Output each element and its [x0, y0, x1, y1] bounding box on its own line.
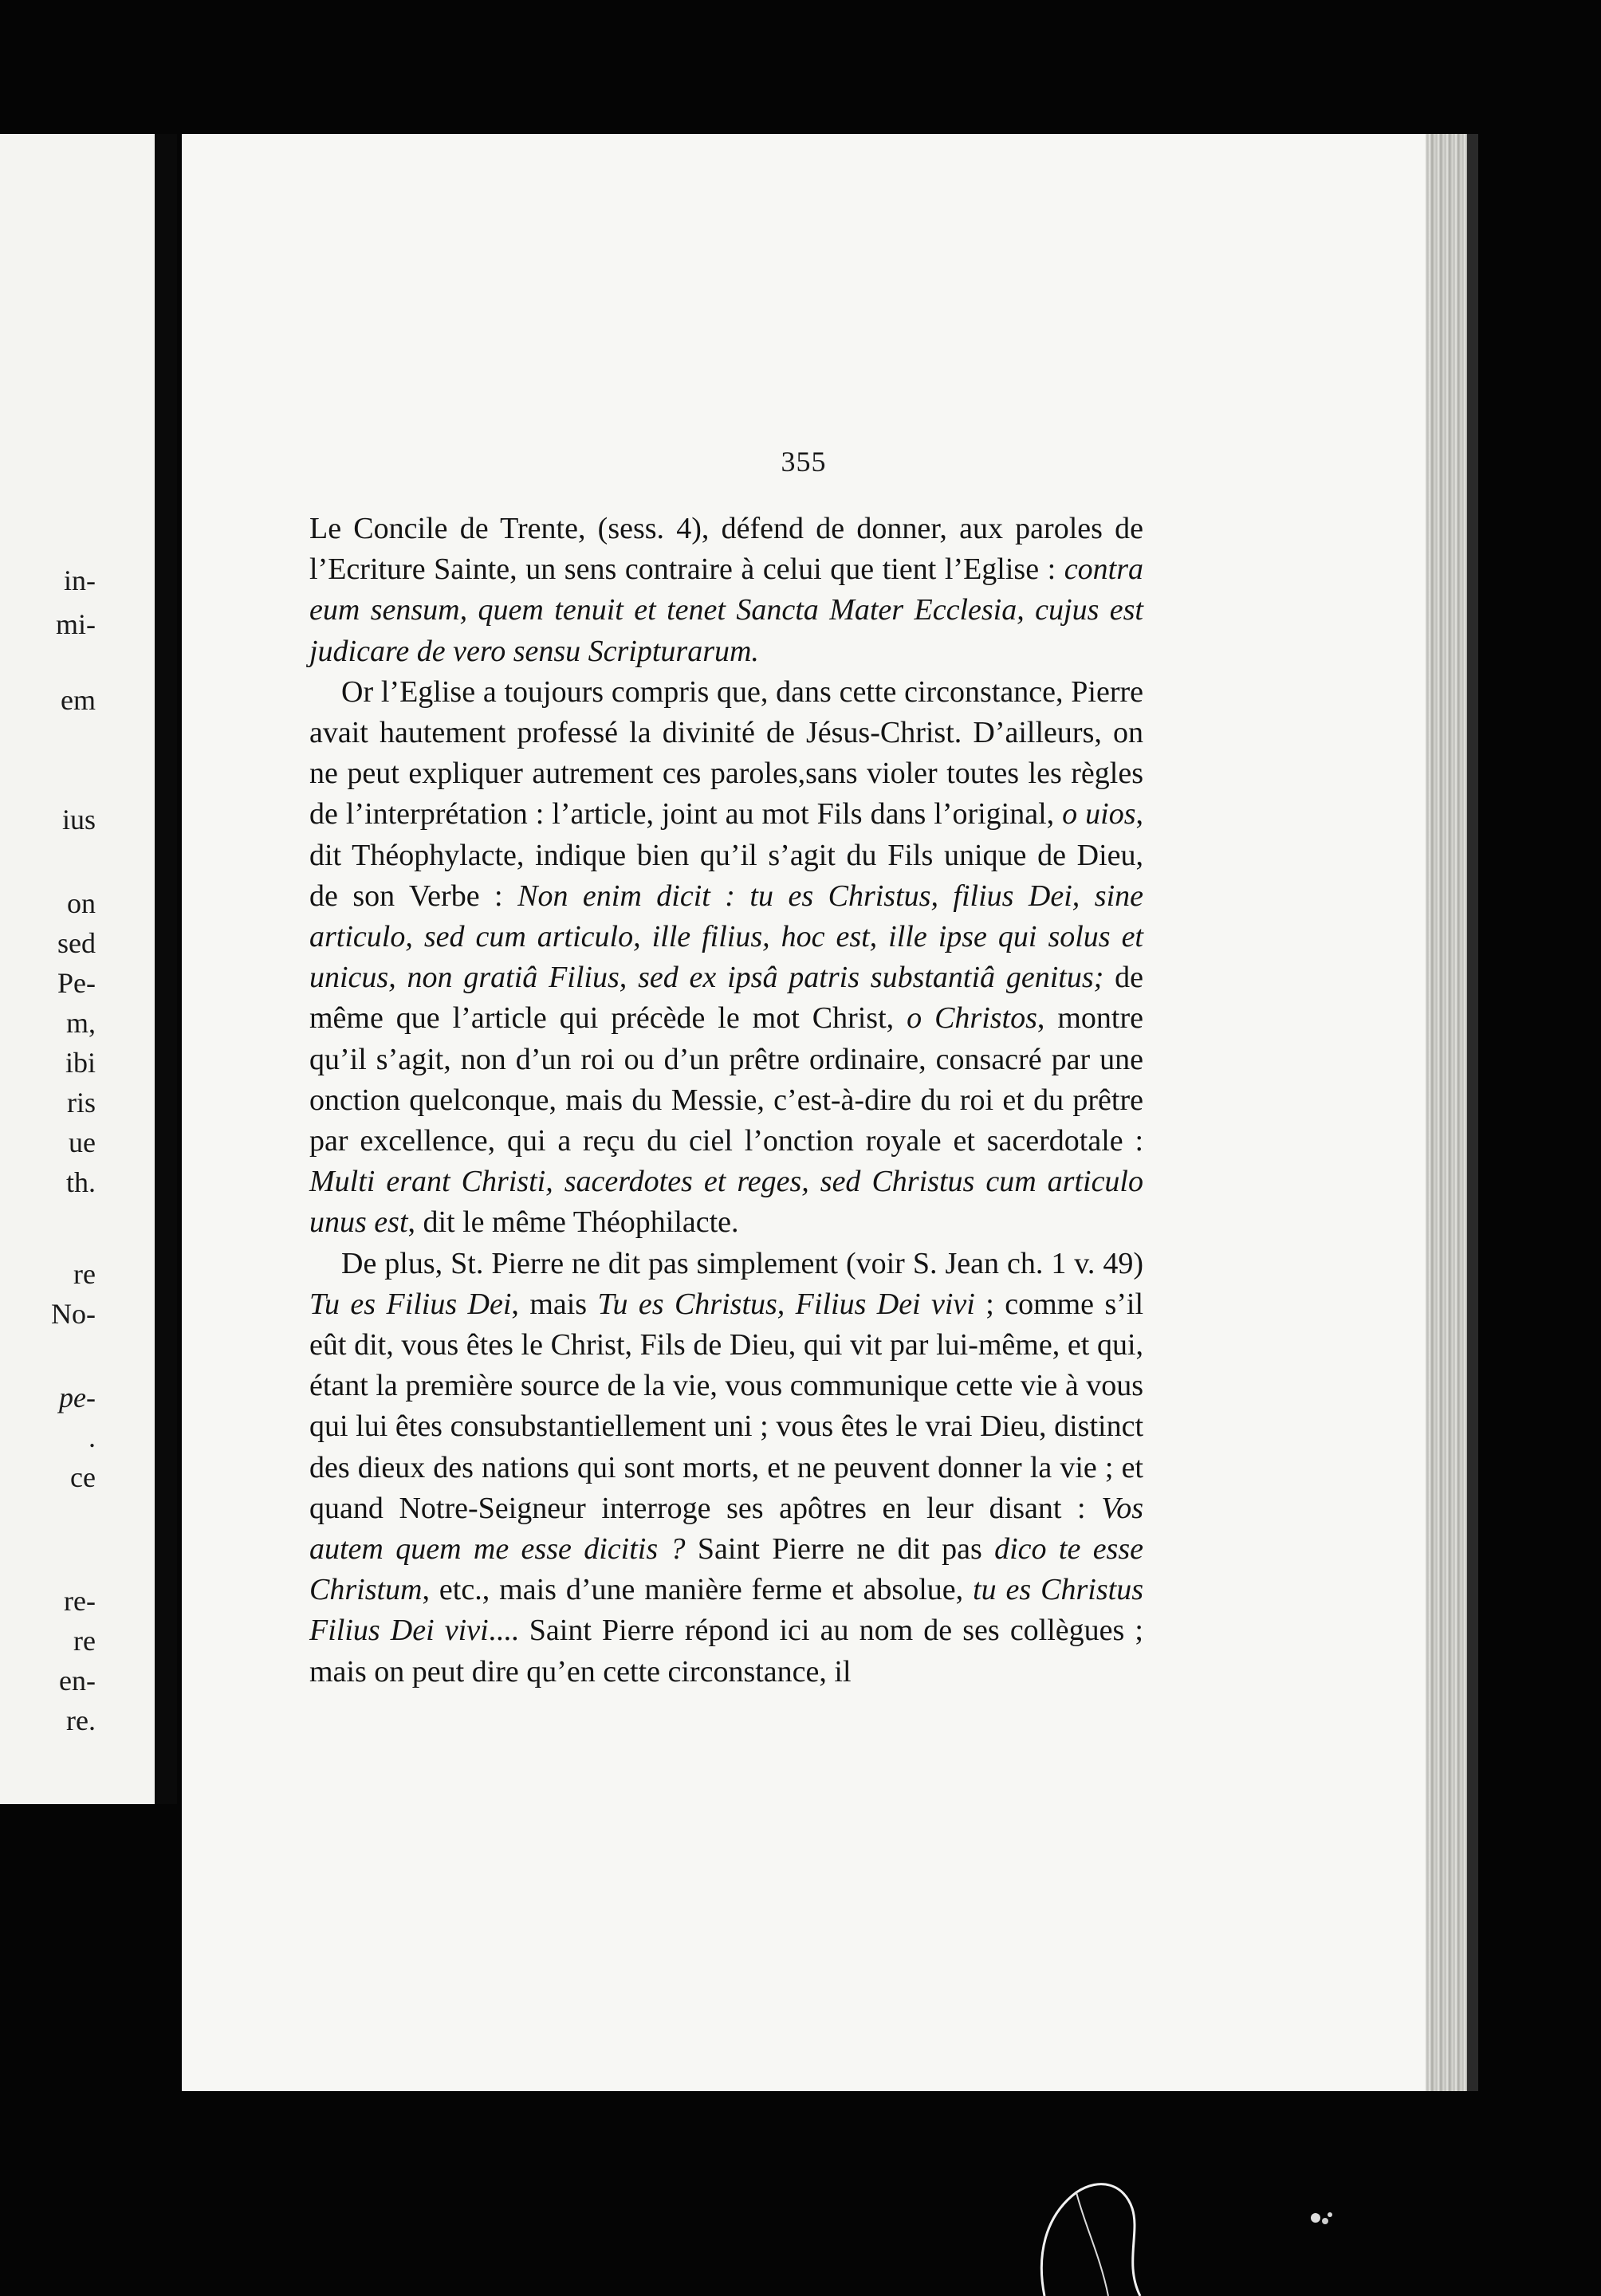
left-page-fragment: ce: [70, 1461, 96, 1493]
page-stack-edge: [1426, 134, 1467, 2091]
book-spine-edge: [1467, 134, 1478, 2091]
left-page-fragment: th.: [65, 1166, 96, 1198]
left-page-fragment: mi-: [56, 608, 96, 640]
latin-quote-text: Tu es Christus, Filius Dei vivi: [597, 1287, 975, 1321]
left-page-fragment: em: [61, 684, 96, 716]
left-page-fragment: pe-: [59, 1382, 96, 1413]
latin-quote-text: dico te esse Christum: [309, 1532, 1143, 1607]
latin-quote-text: o Christos: [907, 1001, 1037, 1036]
latin-quote-text: Multi erant Christi, sacerdotes et reges, sed Christus cum articulo unus est: [309, 1165, 1143, 1240]
text-run: Or l’Eglise a toujours compris que, dans cette circonstance, Pierre avait hautement professé la divinité de Jésus-Christ. D’ailleurs, on ne peut expliquer autrement ces paroles,sans violer toutes les règles de l’interprétation : l’article, joint au mot Fils dans l’original,: [309, 674, 1143, 832]
latin-quote-text: Non enim dicit : tu es Christus, filius Dei, sine articulo, sed cum articulo, ille filius, hoc est, ille ipse qui solus et unicus, non gratiâ Filius, sed ex ipsâ patris substantiâ genitus;: [309, 879, 1143, 995]
text-run: de même que l’article qui précède le mot Christ,: [309, 961, 1143, 1036]
latin-quote-text: Tu es Filius Dei: [309, 1287, 512, 1321]
left-page-fragment: ius: [61, 804, 96, 835]
text-run: Saint Pierre ne dit pas: [685, 1532, 995, 1567]
paragraph: [309, 672, 1143, 1244]
left-page-fragment: in-: [64, 564, 96, 596]
book-page: [182, 134, 1426, 2091]
page-body-text: [309, 509, 1143, 1693]
text-run: De plus, St. Pierre ne dit pas simplement (voir S. Jean ch. 1 v. 49): [341, 1246, 1143, 1280]
text-run: , dit Théophylacte, indique bien qu’il s’agit du Fils unique de Dieu, de son Verbe :: [309, 797, 1143, 913]
text-run: Le Concile de Trente, (sess. 4), défend de donner, aux paroles de l’Ecriture Sainte, un sens contraire à celui que tient l’Eglise :: [309, 512, 1143, 587]
left-page-fragment: ris: [67, 1087, 96, 1119]
left-page-fragment: en-: [59, 1665, 96, 1696]
left-page: [0, 134, 155, 1804]
left-page-fragment: ue: [69, 1126, 96, 1158]
left-page-fragment: Pe-: [57, 967, 96, 999]
left-page-fragment: re: [73, 1625, 96, 1657]
book-gutter: [155, 134, 177, 1804]
text-run: , mais: [511, 1287, 598, 1321]
string-loop-mark: [1029, 2137, 1180, 2296]
text-run: , dit le même Théophilacte.: [407, 1205, 739, 1240]
latin-quote-text: tu es Christus Filius Dei vivi: [309, 1573, 1143, 1648]
dust-speck-mark: [1308, 2208, 1336, 2231]
text-run: .... Saint Pierre répond ici au nom de ses collègues ; mais on peut dire qu’en cette circonstance, il: [309, 1614, 1143, 1689]
left-page-fragment: .: [89, 1421, 96, 1453]
text-run: ; comme s’il eût dit, vous êtes le Christ, Fils de Dieu, qui vit par lui-même, et qui, étant la première source de la vie, vous communique cette vie à vous qui lui êtes consubstantiellement uni ; vous êtes le vrai Dieu, distinct des dieux des nations qui sont morts, et ne peuvent donner la vie ; et quand Notre-Seigneur interroge ses apôtres en leur disant :: [309, 1287, 1144, 1525]
left-page-fragment: on: [67, 887, 96, 919]
paragraph: [309, 1244, 1143, 1693]
left-page-fragment: re: [73, 1258, 96, 1290]
left-page-fragment: m,: [65, 1007, 96, 1039]
text-run: , montre qu’il s’agit, non d’un roi ou d’un prêtre ordinaire, consacré par une onction quelconque, mais du Messie, c’est-à-dire du roi et du prêtre par excellence, qui a reçu du ciel l’onction royale et sacerdotale :: [309, 1001, 1143, 1158]
page-number: 355: [781, 446, 827, 478]
latin-quote-text: o uios: [1062, 797, 1136, 832]
left-page-fragment: No-: [51, 1298, 96, 1330]
left-page-fragment: re.: [66, 1704, 96, 1736]
left-page-fragment: ibi: [65, 1047, 96, 1079]
latin-quote-text: Vos autem quem me esse dicitis ?: [309, 1491, 1143, 1567]
paragraph: [309, 509, 1143, 672]
latin-quote-text: contra eum sensum, quem tenuit et tenet Sancta Mater Ecclesia, cujus est judicare de vero sensu Scripturarum.: [309, 552, 1143, 668]
left-page-fragment: sed: [57, 927, 96, 959]
text-run: , etc., mais d’une manière ferme et absolue,: [422, 1573, 974, 1607]
left-page-fragment: re-: [64, 1585, 96, 1617]
